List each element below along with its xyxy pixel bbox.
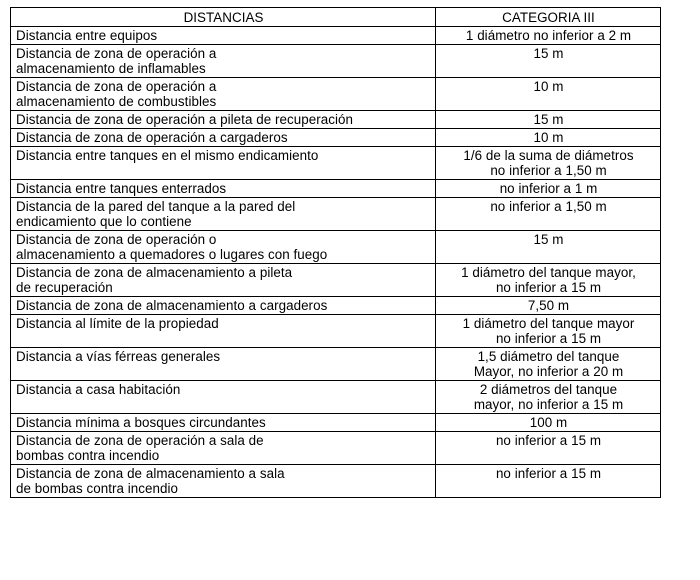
distance-description-cell: Distancia entre tanques en el mismo endicamiento	[11, 147, 436, 180]
distance-description-cell: Distancia de zona de operación o almacenamiento a quemadores o lugares con fuego	[11, 231, 436, 264]
table-row	[11, 264, 661, 297]
table-row	[11, 348, 661, 381]
category-iii-value-cell: no inferior a 15 m	[436, 432, 661, 465]
distance-description-cell: Distancia entre equipos	[11, 27, 436, 45]
category-iii-value-cell: 100 m	[436, 414, 661, 432]
category-iii-value-cell: 10 m	[436, 129, 661, 147]
distances-table	[10, 7, 661, 498]
distance-description-cell: Distancia entre tanques enterrados	[11, 180, 436, 198]
distance-description-cell: Distancia de la pared del tanque a la pared del endicamiento que lo contiene	[11, 198, 436, 231]
category-iii-value-cell: 1 diámetro del tanque mayor no inferior a 15 m	[436, 315, 661, 348]
category-iii-value-cell: 1,5 diámetro del tanque Mayor, no inferior a 20 m	[436, 348, 661, 381]
header-categoria-iii: CATEGORIA III	[436, 8, 661, 27]
table-row	[11, 198, 661, 231]
table-row	[11, 414, 661, 432]
table-row	[11, 147, 661, 180]
table-row	[11, 78, 661, 111]
category-iii-value-cell: 15 m	[436, 45, 661, 78]
table-row	[11, 465, 661, 498]
distance-description-cell: Distancia de zona de almacenamiento a cargaderos	[11, 297, 436, 315]
distance-description-cell: Distancia a casa habitación	[11, 381, 436, 414]
category-iii-value-cell: 15 m	[436, 231, 661, 264]
table-header	[11, 8, 661, 27]
category-iii-value-cell: 1 diámetro del tanque mayor, no inferior a 15 m	[436, 264, 661, 297]
category-iii-value-cell: no inferior a 1 m	[436, 180, 661, 198]
category-iii-value-cell: 7,50 m	[436, 297, 661, 315]
category-iii-value-cell: no inferior a 1,50 m	[436, 198, 661, 231]
table-row	[11, 297, 661, 315]
distance-description-cell: Distancia de zona de operación a pileta de recuperación	[11, 111, 436, 129]
category-iii-value-cell: 15 m	[436, 111, 661, 129]
distance-description-cell: Distancia de zona de almacenamiento a sala de bombas contra incendio	[11, 465, 436, 498]
table-body	[11, 27, 661, 498]
distance-description-cell: Distancia al límite de la propiedad	[11, 315, 436, 348]
category-iii-value-cell: 1/6 de la suma de diámetros no inferior a 1,50 m	[436, 147, 661, 180]
header-row	[11, 8, 661, 27]
distance-description-cell: Distancia mínima a bosques circundantes	[11, 414, 436, 432]
table-row	[11, 231, 661, 264]
distance-description-cell: Distancia a vías férreas generales	[11, 348, 436, 381]
table-row	[11, 381, 661, 414]
distance-description-cell: Distancia de zona de almacenamiento a pileta de recuperación	[11, 264, 436, 297]
distance-description-cell: Distancia de zona de operación a almacenamiento de combustibles	[11, 78, 436, 111]
distance-description-cell: Distancia de zona de operación a cargaderos	[11, 129, 436, 147]
table-row	[11, 432, 661, 465]
distance-description-cell: Distancia de zona de operación a sala de bombas contra incendio	[11, 432, 436, 465]
table-row	[11, 129, 661, 147]
table-row	[11, 180, 661, 198]
header-distancias: DISTANCIAS	[11, 8, 436, 27]
table-row	[11, 111, 661, 129]
category-iii-value-cell: 2 diámetros del tanque mayor, no inferior a 15 m	[436, 381, 661, 414]
category-iii-value-cell: 1 diámetro no inferior a 2 m	[436, 27, 661, 45]
distance-description-cell: Distancia de zona de operación a almacenamiento de inflamables	[11, 45, 436, 78]
table-row	[11, 315, 661, 348]
category-iii-value-cell: 10 m	[436, 78, 661, 111]
category-iii-value-cell: no inferior a 15 m	[436, 465, 661, 498]
table-row	[11, 45, 661, 78]
table-row	[11, 27, 661, 45]
